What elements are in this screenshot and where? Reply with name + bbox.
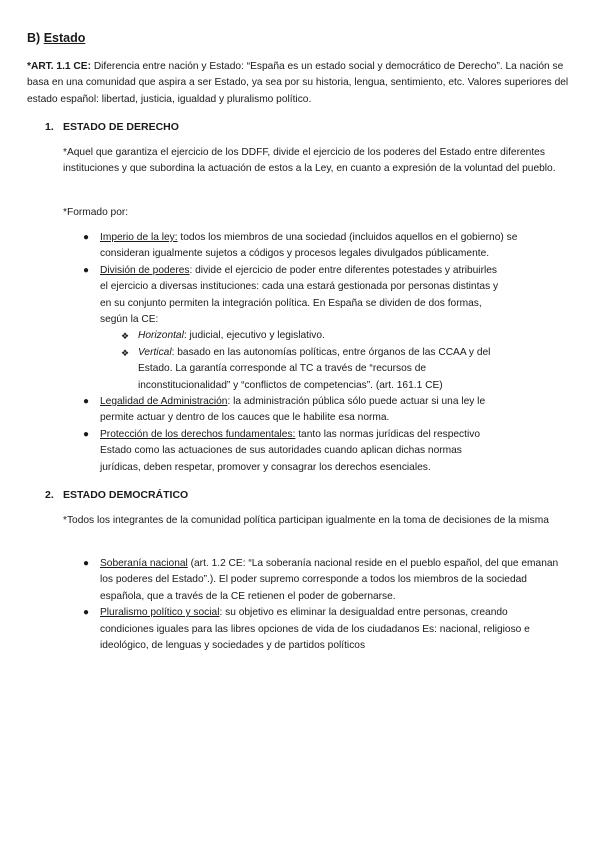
- bullet-label: División de poderes: [100, 264, 190, 276]
- list-item: [83, 556, 562, 605]
- list-item: [83, 263, 505, 394]
- section-1-list: [83, 230, 560, 476]
- section-letter: B): [27, 31, 41, 45]
- sub-label: Horizontal: [138, 330, 184, 342]
- list-item: [83, 427, 505, 476]
- bullet-icon: ●: [83, 428, 90, 440]
- bullet-text: : su objetivo es eliminar la desigualdad entre personas, creando condiciones iguales para las libres opciones de vida de los ciudadanos Es: nacional, religioso e ideológico, de lenguas y sociedades y de partidos políticos: [100, 607, 530, 652]
- section-2-text: *Todos los integrantes de la comunidad política participan igualmente en la toma de decisiones de la misma: [63, 515, 549, 526]
- bullet-text: (art. 1.2 CE: “La soberanía nacional reside en el pueblo español, del que emanan los poderes del Estado”.). El poder supremo corresponde a todos los miembros de la sociedad española, que a través de la CE retienen el poder de gobernarse.: [100, 558, 559, 602]
- bullet-icon: ●: [83, 607, 90, 619]
- bullet-icon: ●: [83, 264, 90, 276]
- list-item: [83, 394, 515, 427]
- list-item: [83, 605, 562, 654]
- section-2-paragraph: [63, 513, 573, 529]
- bullet-text: tanto las normas jurídicas del respectivo Estado como las actuaciones de sus autoridades cuando aplican dichas normas jurídicas, deben respetar, promover y consagrar los derechos esenciales.: [100, 428, 480, 473]
- section-title: Estado: [43, 31, 86, 45]
- bullet-icon: ●: [83, 396, 90, 408]
- diamond-bullet-icon: ❖: [121, 331, 130, 342]
- sub-list-item: [121, 328, 520, 344]
- bullet-icon: ●: [83, 232, 90, 243]
- bullet-text: : divide el ejercicio de poder entre diferentes potestades y atribuirles el ejercicio a diversas instituciones: cada una estará gestionada por personas distintas y en su conjunto permiten la integración política. En España se dividen de dos formas, según la CE:: [100, 264, 499, 326]
- diamond-bullet-icon: ❖: [121, 347, 130, 358]
- bullet-label: Legalidad de Administración: [100, 396, 228, 408]
- sub-text: : basado en las autonomías políticas, entre órganos de las CCAA y del Estado. La garantía corresponde al TC a través de “recursos de inconstitucionalidad” y “conflictos de competencias”. (art. 161.1 CE): [138, 346, 491, 391]
- bullet-label: Pluralismo político y social: [100, 607, 220, 619]
- formado-por-text: *Formado por:: [63, 207, 129, 218]
- bullet-text: todos los miembros de una sociedad (incluidos aquellos en el gobierno) se consideran igualmente sujetos a códigos y procesos legales divulgados públicamente.: [100, 232, 518, 260]
- section-2-list: [83, 556, 562, 654]
- art-text: Diferencia entre nación y Estado: “España es un estado social y democrático de Derecho”. La nación se basa en una comunidad que aspira a ser Estado, ya sea por su historia, lengua, sentimiento, etc. Valores superiores del estado español: libertad, justicia, igualdad y pluralismo político.: [27, 61, 569, 105]
- formado-por: [63, 205, 573, 221]
- sub-text: : judicial, ejecutivo y legislativo.: [183, 330, 325, 342]
- section-2-title: ESTADO DEMOCRÁTICO: [63, 489, 189, 501]
- section-2-number: 2.: [45, 489, 54, 501]
- list-item: [83, 230, 560, 263]
- sub-list: [121, 328, 520, 394]
- bullet-text: : la administración pública sólo puede actuar si una ley le permite actuar y dentro de los cauces que le habilite esa norma.: [100, 396, 486, 424]
- bullet-label: Soberanía nacional: [100, 558, 188, 569]
- sub-label: Vertical: [138, 346, 172, 358]
- intro-paragraph: [27, 59, 575, 108]
- bullet-icon: ●: [83, 558, 90, 569]
- section-b-heading: [27, 29, 85, 47]
- section-1-heading: [45, 119, 179, 135]
- art-label: *ART. 1.1 CE:: [27, 61, 91, 72]
- section-2-heading: [45, 487, 188, 503]
- section-1-title: ESTADO DE DERECHO: [63, 121, 179, 133]
- bullet-label: Protección de los derechos fundamentales:: [100, 428, 296, 440]
- section-1-number: 1.: [45, 121, 54, 133]
- bullet-label: Imperio de la ley:: [100, 232, 178, 243]
- sub-list-item: [121, 345, 520, 394]
- section-1-text: *Aquel que garantiza el ejercicio de los DDFF, divide el ejercicio de los poderes del Estado entre diferentes instituciones y que subordina la actuación de estos a la Ley, en cuanto a expresión de la voluntad del pueblo.: [63, 147, 556, 175]
- section-1-paragraph: [63, 145, 573, 178]
